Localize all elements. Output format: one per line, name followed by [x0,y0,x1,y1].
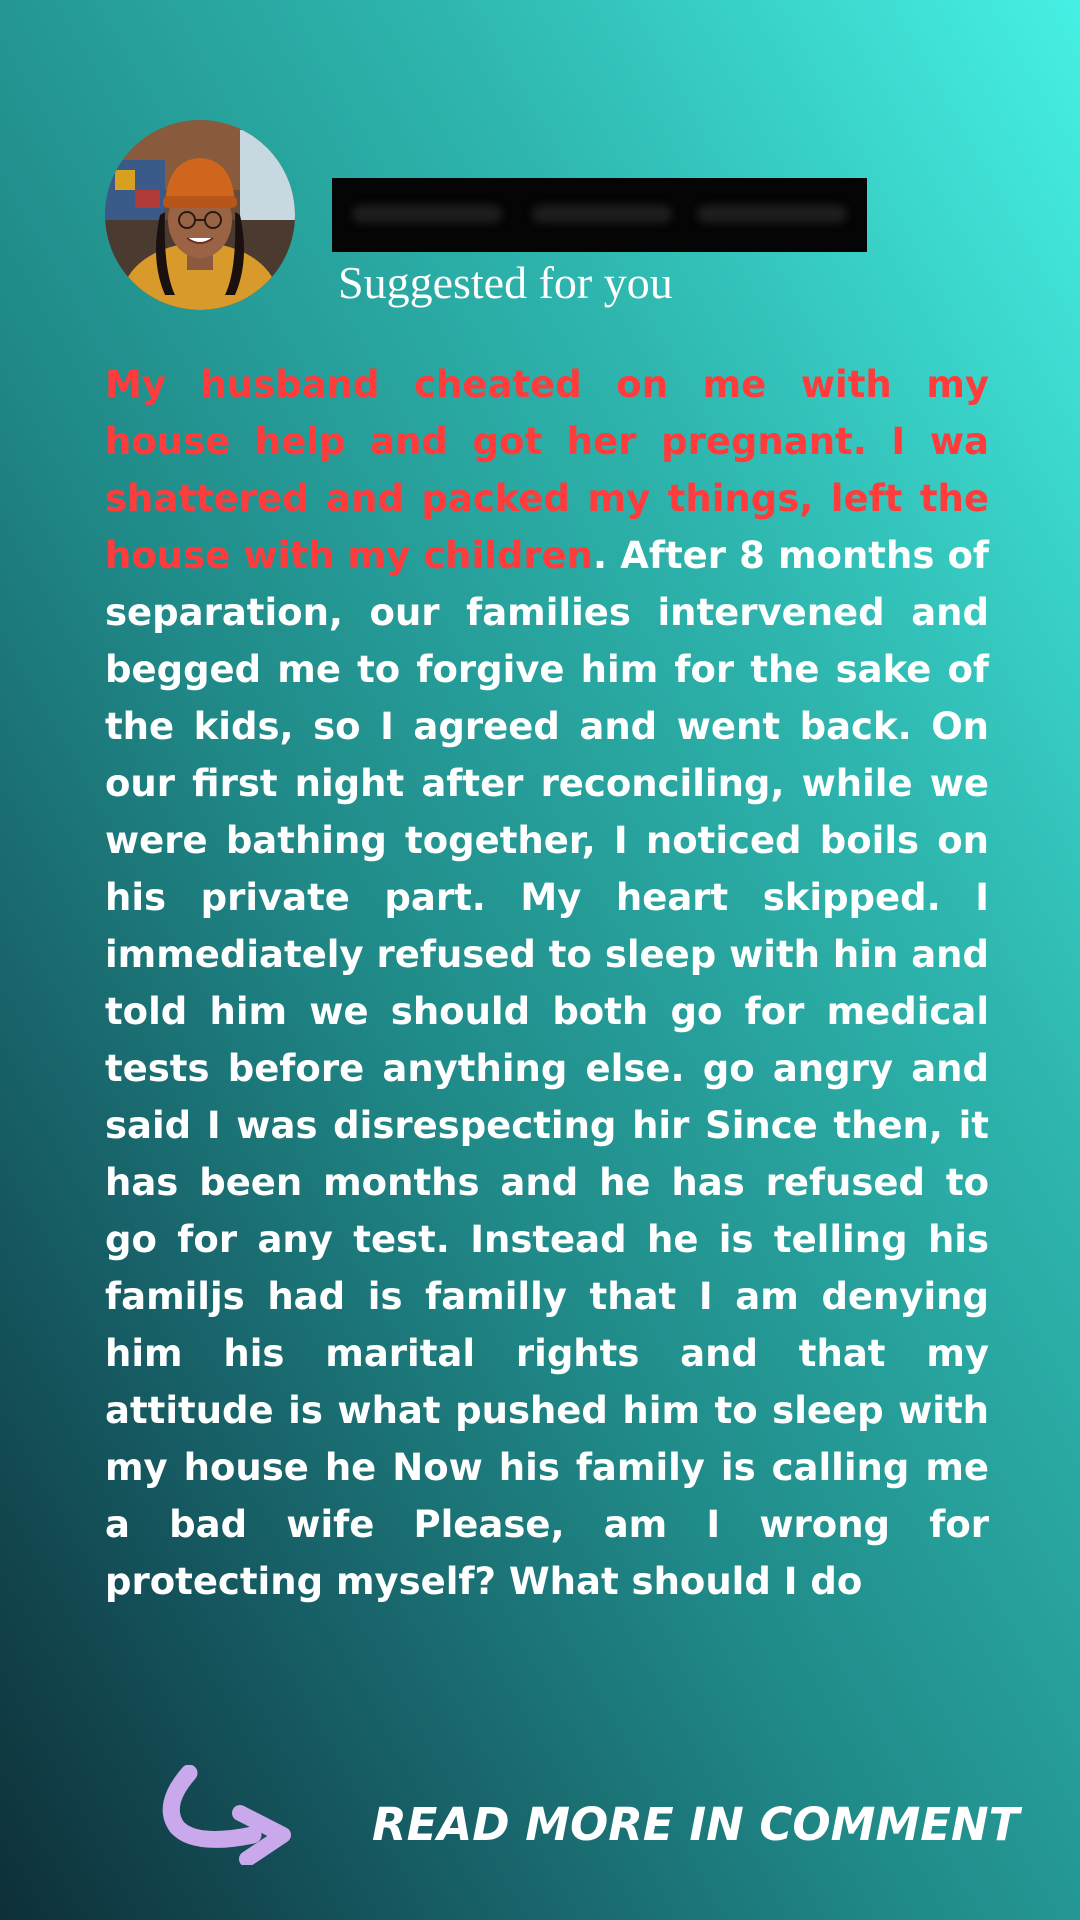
redaction-blur [352,205,502,223]
story-body: . After 8 months of separation, our families intervened and begged me to forgive him for the sake of the kids, so I agreed and went back. On our first night after reconciling, while we were bathing together, I noticed boils on his private part. My heart skipped. I immediately refused to sleep with hin and told him we should both go for medical tests before anything else. go angry and said I was disrespecting hir Since then, it has been months and he has refused to go for any test. Instead he is telling his familjs had is familly that I am denying him his marital rights and that my attitude is what pushed him to sleep with my house he Now his family is calling me a bad wife Please, am I wrong for protecting myself? What should I do [105,534,990,1603]
story-text [105,356,989,1610]
avatar[interactable] [105,120,295,310]
redacted-author-name[interactable] [332,178,867,252]
story-highlight: My husband cheated on me with my house help and got her pregnant. I wa shattered and packed my things, left the house with my children [105,363,989,577]
avatar-photo [105,120,295,310]
redaction-blur [532,205,672,223]
curved-arrow-icon [155,1765,300,1865]
redaction-blur [697,205,847,223]
suggested-label: Suggested for you [338,257,673,308]
read-more-link[interactable]: READ MORE IN COMMENT [372,1798,1020,1851]
